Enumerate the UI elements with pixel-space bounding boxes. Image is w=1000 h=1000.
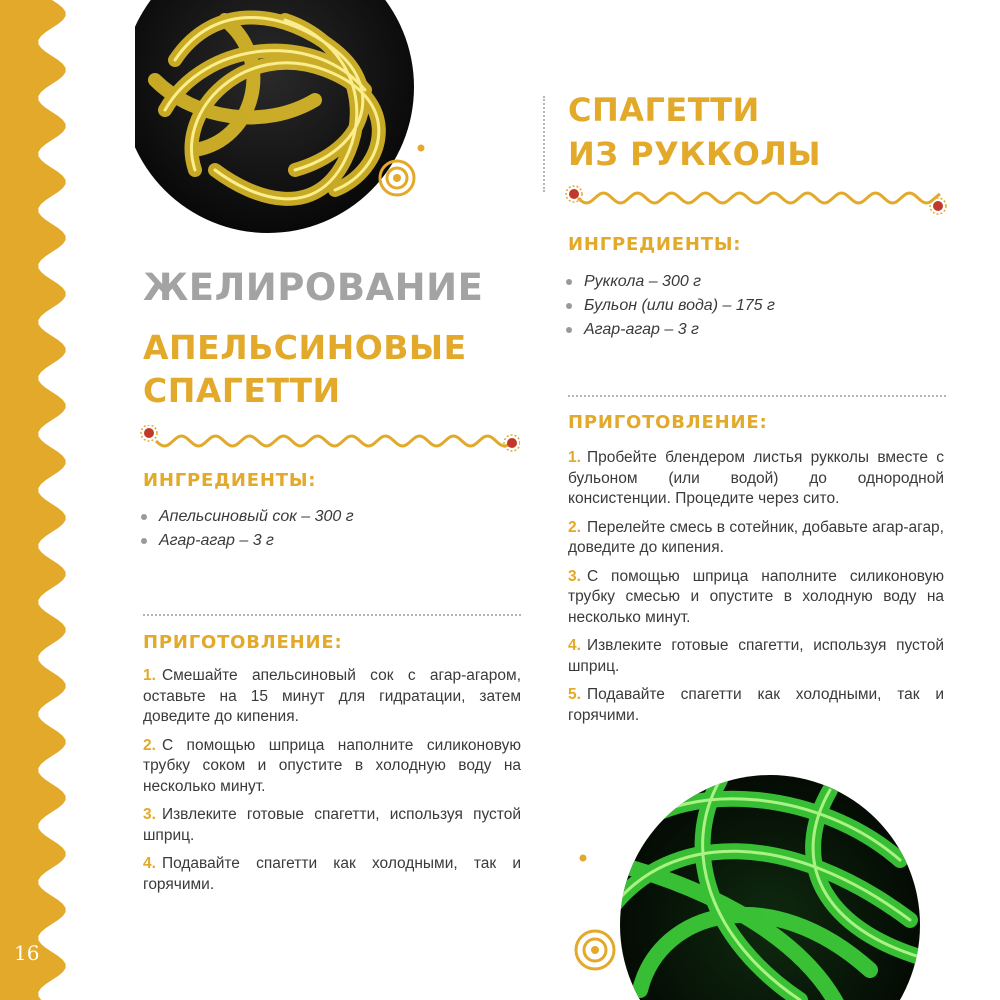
page-number: 16 <box>14 941 40 965</box>
column-divider <box>543 96 545 192</box>
left-wavy-divider <box>140 425 520 461</box>
arugula-spaghetti-photo <box>570 770 950 1000</box>
left-ingredients-list <box>137 505 507 553</box>
left-dotted-divider <box>143 614 521 616</box>
step-item <box>568 518 944 559</box>
step-text: Пробейте блендером листья рукколы вместе с бульоном (или водой) до однородной консистенции. Процедите через сито. <box>568 449 944 507</box>
orange-spaghetti-photo <box>135 0 425 240</box>
step-text: Подавайте спагетти как холодными, так и горячими. <box>143 855 521 893</box>
wavy-left-border <box>0 0 90 1000</box>
step-item <box>143 854 521 895</box>
step-number: 3. <box>568 567 581 585</box>
left-steps <box>143 666 521 903</box>
right-dotted-divider <box>568 395 946 397</box>
step-number: 1. <box>568 449 581 466</box>
step-item <box>143 666 521 728</box>
ingredient-item: Апельсиновый сок – 300 г <box>137 505 507 529</box>
right-title-line-2: ИЗ РУККОЛЫ <box>568 135 822 173</box>
step-text: С помощью шприца наполните силиконовую трубку соком и опустите в холодную воду на несколько минут. <box>143 736 521 795</box>
step-number: 4. <box>568 637 581 654</box>
right-ingredients-list <box>562 270 942 342</box>
right-preparation-label: ПРИГОТОВЛЕНИЕ: <box>568 412 768 433</box>
step-text: Перелейте смесь в сотейник, добавьте агар-агар, доведите до кипения. <box>568 518 944 556</box>
step-text: Извлеките готовые спагетти, используя пустой шприц. <box>568 637 944 675</box>
step-number: 5. <box>568 686 581 703</box>
ingredient-item: Агар-агар – 3 г <box>137 529 507 553</box>
left-title-line-2: СПАГЕТТИ <box>143 371 341 410</box>
ingredient-item: Агар-агар – 3 г <box>562 318 942 342</box>
step-number: 3. <box>143 806 156 823</box>
step-number: 2. <box>568 518 581 536</box>
step-item <box>143 736 521 798</box>
left-title-line-1: АПЕЛЬСИНОВЫЕ <box>143 328 467 367</box>
step-item <box>568 448 944 510</box>
left-recipe-title <box>143 326 467 412</box>
step-number: 4. <box>143 855 156 872</box>
step-item <box>568 636 944 677</box>
right-steps <box>568 448 944 734</box>
ingredient-item: Руккола – 300 г <box>562 270 942 294</box>
step-number: 1. <box>143 667 156 684</box>
step-item <box>568 685 944 726</box>
step-text: Подавайте спагетти как холодными, так и горячими. <box>568 686 944 724</box>
right-wavy-divider <box>562 182 952 218</box>
left-ingredients-label: ИНГРЕДИЕНТЫ: <box>143 470 317 491</box>
step-item <box>143 805 521 846</box>
step-text: С помощью шприца наполните силиконовую трубку смесью и опустите в холодную воду на несколько минут. <box>568 567 944 626</box>
right-recipe-title <box>568 88 821 176</box>
section-title: ЖЕЛИРОВАНИЕ <box>143 266 484 309</box>
right-ingredients-label: ИНГРЕДИЕНТЫ: <box>568 234 742 255</box>
step-text: Смешайте апельсиновый сок с агар-агаром, оставьте на 15 минут для гидратации, затем доведите до кипения. <box>143 667 521 725</box>
step-item <box>568 567 944 629</box>
step-text: Извлеките готовые спагетти, используя пустой шприц. <box>143 806 521 844</box>
step-number: 2. <box>143 736 156 754</box>
right-title-line-1: СПАГЕТТИ <box>568 91 760 129</box>
ingredient-item: Бульон (или вода) – 175 г <box>562 294 942 318</box>
left-preparation-label: ПРИГОТОВЛЕНИЕ: <box>143 632 343 653</box>
